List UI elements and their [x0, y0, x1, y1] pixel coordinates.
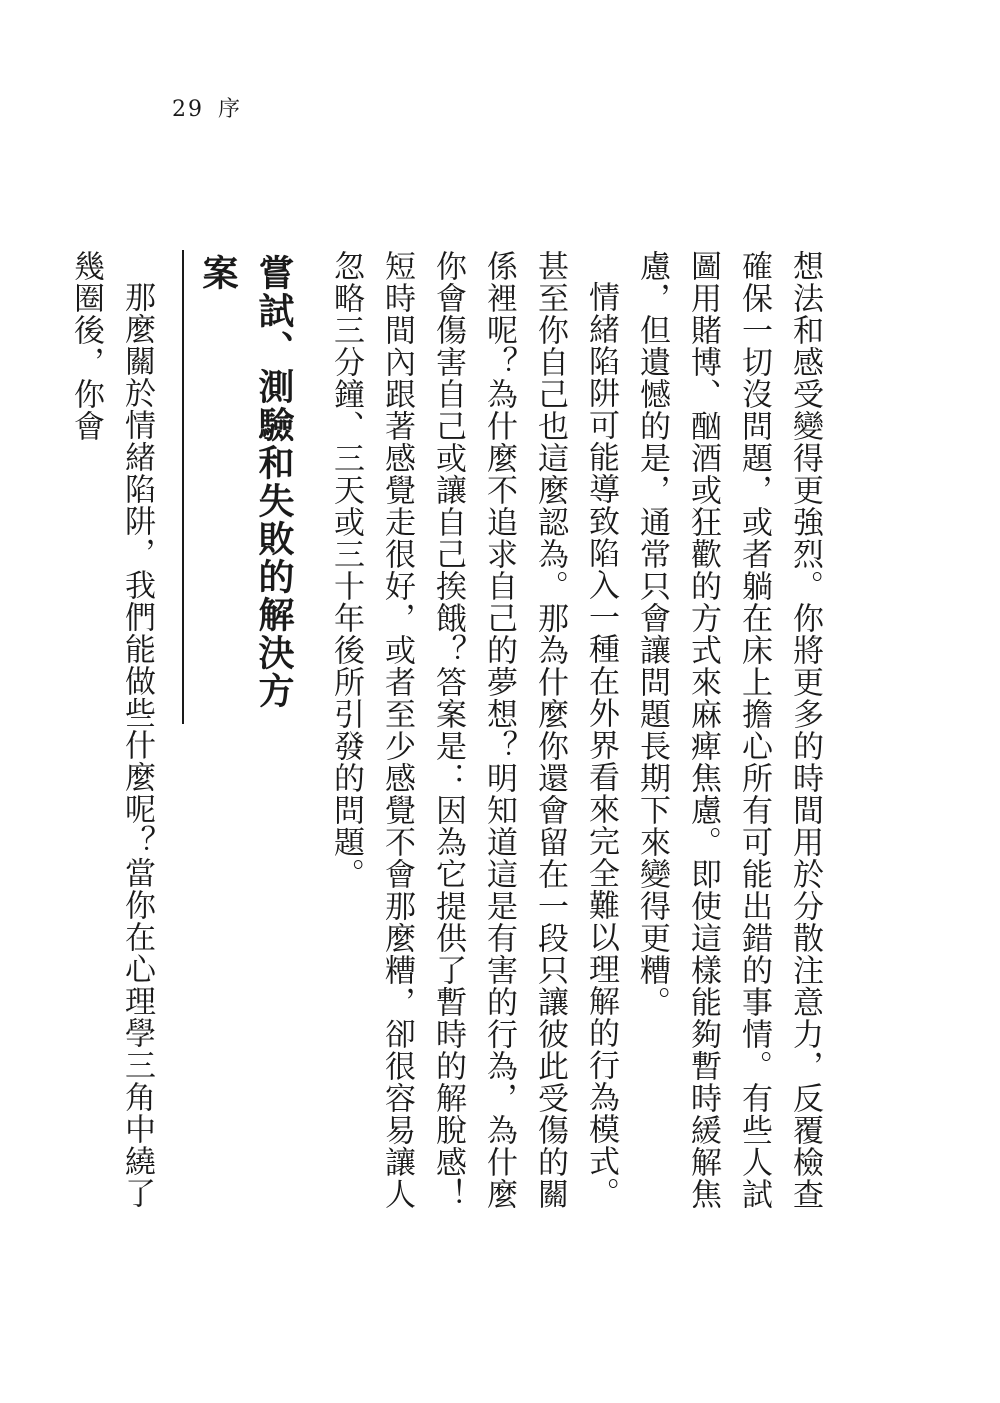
paragraph-2: 情緒陷阱可能導致陷入一種在外界看來完全難以理解的行為模式。甚至你自己也這麼認為。那為什麼你還會留在一段只讓彼此受傷的關係裡呢？為什麼不追求自己的夢想？明知道這是有害的行為，為什麼你會傷害自己或讓自己挨餓？答案是：因為它提供了暫時的解脫感！短時間內跟著感覺走很好，或者至少感覺不會那麼糟，卻很容易讓人忽略三分鐘、三天或三十年後所引發的問題。 — [328, 250, 619, 1210]
running-header — [172, 92, 242, 123]
paragraph-3: 那麼關於情緒陷阱，我們能做些什麼呢？當你在心理學三角中繞了幾圈後，你會 — [68, 250, 155, 1209]
vertical-text-body — [60, 250, 830, 1240]
paragraph-1: 想法和感受變得更強烈。你將更多的時間用於分散注意力，反覆檢查確保一切沒問題，或者躺在床上擔心所有可能出錯的事情。有些人試圖用賭博、酗酒或狂歡的方式來麻痺焦慮。即使這樣能夠暫時緩解焦慮，但遺憾的是，通常只會讓問題長期下來變得更糟。 — [634, 250, 823, 1210]
section-title: 序 — [218, 97, 243, 122]
section-heading: 嘗試、測驗和失敗的解決方案 — [182, 250, 302, 724]
page-number: 29 — [172, 97, 204, 122]
